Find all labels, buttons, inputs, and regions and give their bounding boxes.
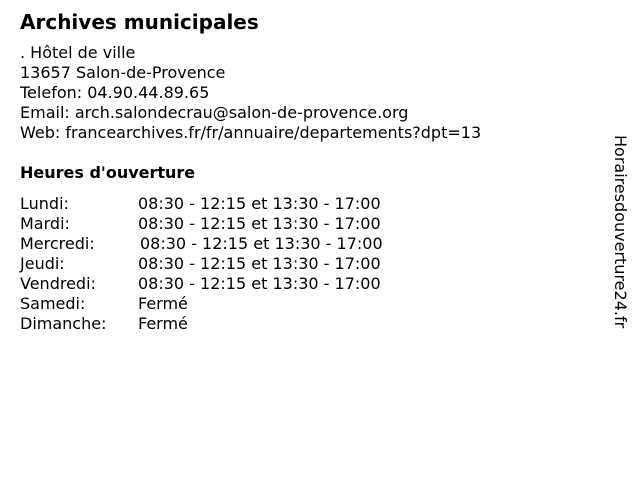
site-watermark: Horairesdouverture24.fr xyxy=(611,135,630,329)
day-hours: Fermé xyxy=(138,294,188,313)
day-hours: 08:30 - 12:15 et 13:30 - 17:00 xyxy=(138,194,381,213)
email-line: Email: arch.salondecrau@salon-de-provence.org xyxy=(20,103,409,122)
address-block xyxy=(20,43,481,143)
hours-heading: Heures d'ouverture xyxy=(20,163,196,182)
phone-line: Telefon: 04.90.44.89.65 xyxy=(20,83,210,102)
day-label: Vendredi: xyxy=(20,274,96,293)
day-label: Dimanche: xyxy=(20,314,107,333)
day-hours: Fermé xyxy=(138,314,188,333)
web-line: Web: francearchives.fr/fr/annuaire/departements?dpt=13 xyxy=(20,123,482,142)
day-label: Mardi: xyxy=(20,214,70,233)
day-hours: 08:30 - 12:15 et 13:30 - 17:00 xyxy=(138,214,381,233)
day-label: Jeudi: xyxy=(20,254,65,273)
address-line-1: . Hôtel de ville xyxy=(20,43,136,62)
day-hours: 08:30 - 12:15 et 13:30 - 17:00 xyxy=(138,254,381,273)
page-title: Archives municipales xyxy=(20,10,259,34)
day-label: Mercredi: xyxy=(20,234,95,253)
day-label: Lundi: xyxy=(20,194,69,213)
address-line-2: 13657 Salon-de-Provence xyxy=(20,63,226,82)
day-label: Samedi: xyxy=(20,294,86,313)
day-hours: 08:30 - 12:15 et 13:30 - 17:00 xyxy=(140,234,383,253)
day-hours: 08:30 - 12:15 et 13:30 - 17:00 xyxy=(138,274,381,293)
